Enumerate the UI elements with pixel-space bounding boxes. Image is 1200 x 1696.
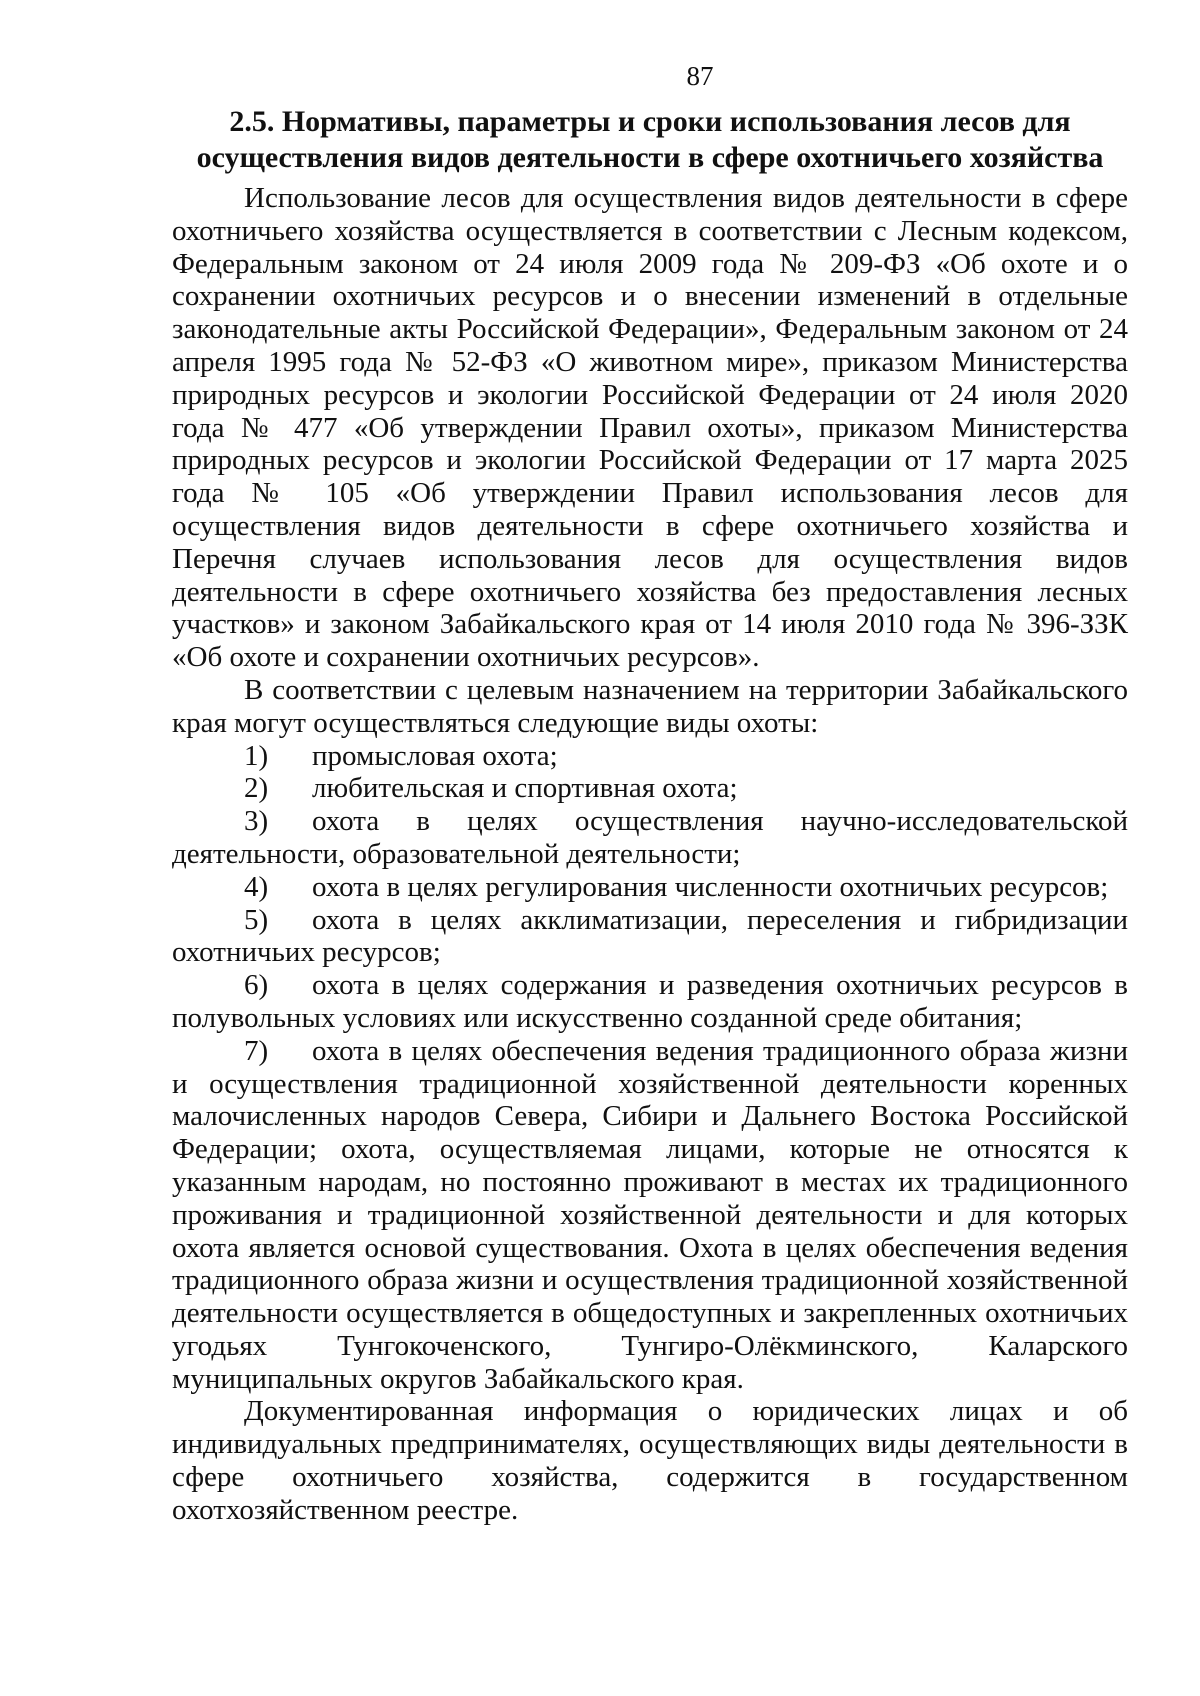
list-item <box>172 805 1128 871</box>
list-item-text: охота в целях обеспечения ведения традиционного образа жизни и осуществления традиционной хозяйственной деятельности коренных малочисленных народов Севера, Сибири и Дальнего Востока Российской Федерации; охота, осуществляемая лицами, которые не относятся к указанным народам, но постоянно проживают в местах их традиционного проживания и традиционной хозяйственной деятельности и для которых охота является основой существования. Охота в целях обеспечения ведения традиционного образа жизни и осуществления традиционной хозяйственной деятельности осуществляется в общедоступных и закрепленных охотничьих угодьях Тунгокоченского, Тунгиро-Олёкминского, Каларского муниципальных округов Забайкальского края. <box>172 1034 1128 1395</box>
list-item-number: 2) <box>244 772 269 805</box>
list-item-text: охота в целях содержания и разведения охотничьих ресурсов в полувольных условиях или искусственно созданной среде обитания; <box>172 969 1128 1034</box>
list-item-number: 7) <box>244 1034 269 1067</box>
page-number: 87 <box>686 61 714 91</box>
intro-paragraph: Использование лесов для осуществления видов деятельности в сфере охотничьего хозяйства осуществляется в соответствии с Лесным кодексом, Федеральным законом от 24 июля 2009 года № 209-ФЗ «Об охоте и о сохранении охотничьих ресурсов и о внесении изменений в отдельные законодательные акты Российской Федерации», Федеральным законом от 24 апреля 1995 года № 52-ФЗ «О животном мире», приказом Министерства природных ресурсов и экологии Российской Федерации от 24 июля 2020 года № 477 «Об утверждении Правил охоты», приказом Министерства природных ресурсов и экологии Российской Федерации от 17 марта 2025 года № 105 «Об утверждении Правил использования лесов для осуществления видов деятельности в сфере охотничьего хозяйства и Перечня случаев использования лесов для осуществления видов деятельности в сфере охотничьего хозяйства без предоставления лесных участков» и законом Забайкальского края от 14 июля 2010 года № 396-ЗЗК «Об охоте и сохранении охотничьих ресурсов». <box>172 182 1128 674</box>
list-item-number: 3) <box>244 805 269 838</box>
list-item-number: 4) <box>244 870 269 903</box>
section-heading-line-2: осуществления видов деятельности в сфере охотничьего хозяйства <box>196 141 1104 174</box>
list-item-number: 1) <box>244 739 269 772</box>
closing-paragraph: Документированная информация о юридических лицах и об индивидуальных предпринимателях, осуществляющих виды деятельности в сфере охотничьего хозяйства, содержится в государственном охотхозяйственном реестре. <box>172 1395 1128 1526</box>
list-item-text: любительская и спортивная охота; <box>312 772 738 805</box>
list-item <box>172 904 1128 970</box>
list-item <box>172 871 1128 904</box>
list-item-number: 5) <box>244 903 269 936</box>
list-item <box>172 772 1128 805</box>
list-item <box>172 969 1128 1035</box>
list-item-text: охота в целях осуществления научно-исследовательской деятельности, образовательной деятельности; <box>172 805 1128 870</box>
list-item-number: 6) <box>244 969 269 1002</box>
list-item <box>172 740 1128 773</box>
list-item-text: охота в целях регулирования численности охотничьих ресурсов; <box>312 870 1109 903</box>
list-item <box>172 1035 1128 1396</box>
hunting-types-intro: В соответствии с целевым назначением на территории Забайкальского края могут осуществляться следующие виды охоты: <box>172 673 1128 739</box>
section-heading <box>142 104 1158 176</box>
hunting-types-list <box>172 740 1128 1396</box>
section-heading-line-1: 2.5. Нормативы, параметры и сроки использования лесов для <box>229 105 1071 138</box>
document-page <box>172 60 1128 1527</box>
list-item-text: промысловая охота; <box>312 739 558 772</box>
list-item-text: охота в целях акклиматизации, переселения и гибридизации охотничьих ресурсов; <box>172 903 1128 969</box>
